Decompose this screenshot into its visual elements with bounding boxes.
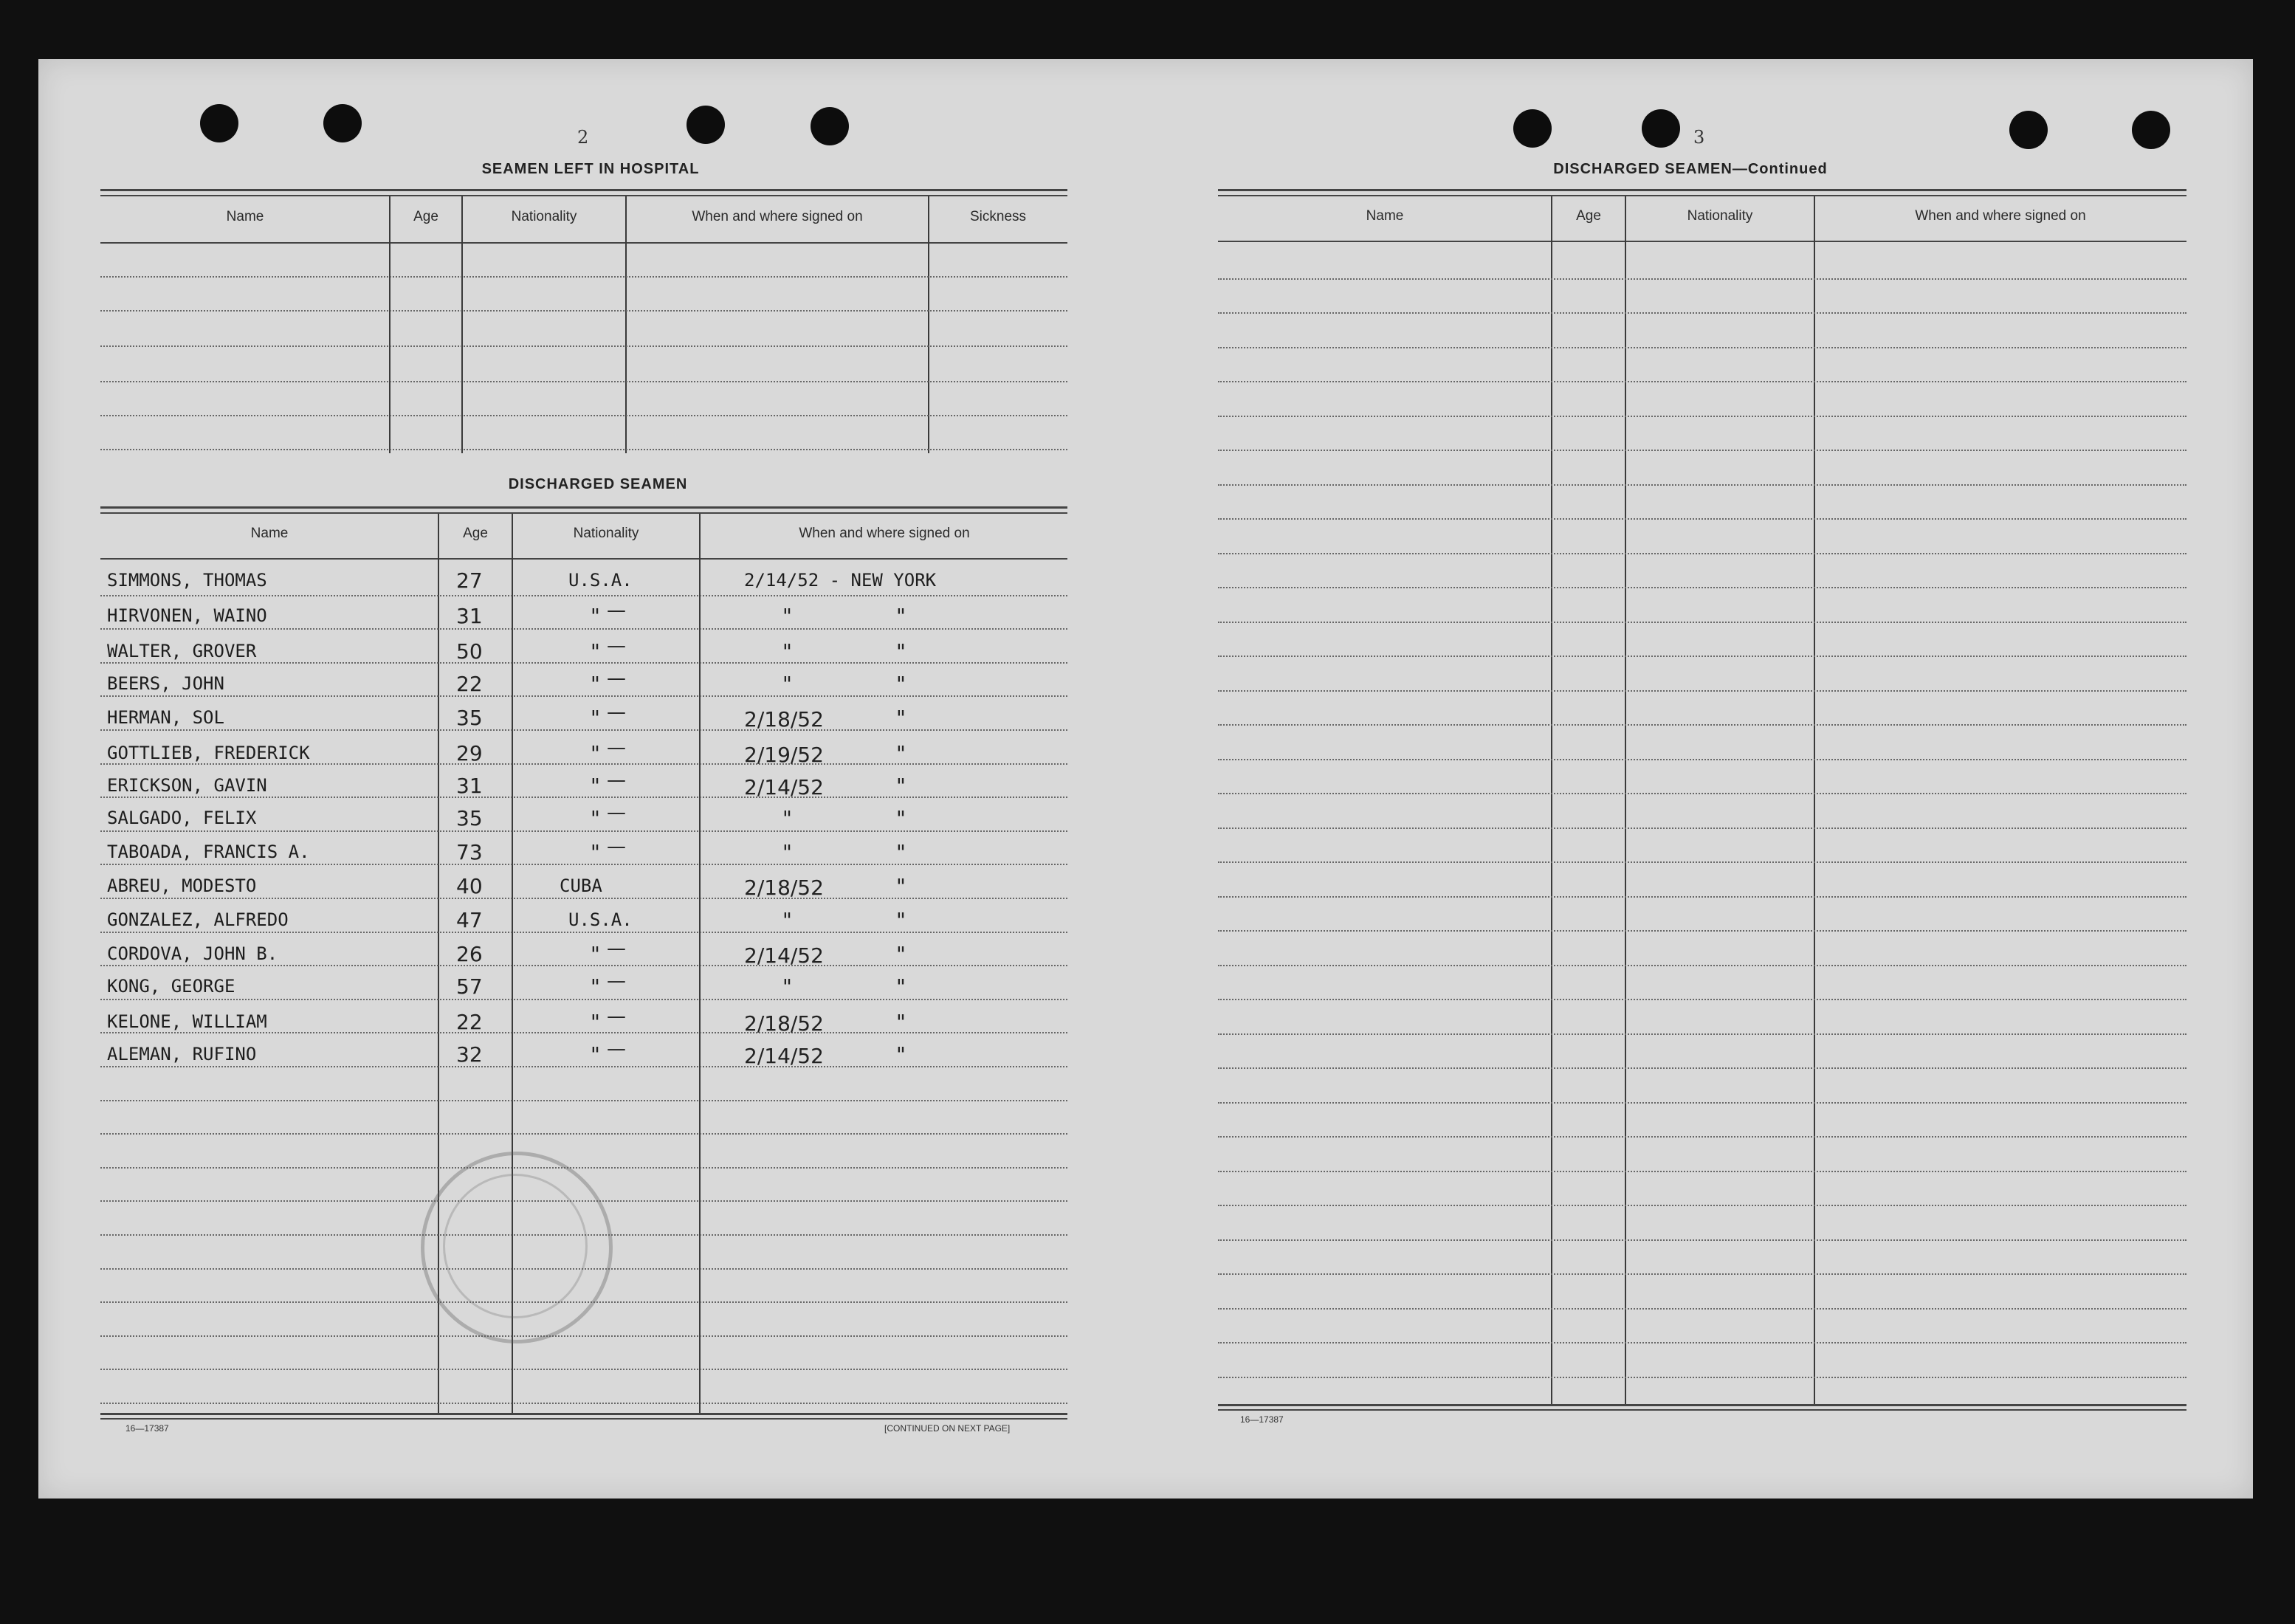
hospital-section-title: SEAMEN LEFT IN HOSPITAL	[481, 161, 700, 177]
right-table-bottom-rule	[1218, 1404, 2186, 1406]
signed-on-date: "	[782, 908, 792, 932]
signed-on-date: "	[782, 672, 792, 696]
right-row-line	[1218, 347, 2186, 348]
document-sheet	[38, 59, 2253, 1499]
signed-on-place: "	[896, 604, 906, 628]
seaman-nationality: "	[591, 1010, 600, 1034]
hospital-table-top-rule-2	[100, 195, 1067, 196]
seaman-nationality: "	[591, 806, 600, 830]
seaman-name: BEERS, JOHN	[107, 673, 224, 694]
signed-on-place: "	[896, 774, 906, 798]
discharged-row-line	[100, 1369, 1067, 1370]
right-table-top-rule	[1218, 189, 2186, 191]
form-number: 16—17387	[1240, 1414, 1284, 1425]
signed-on-place: "	[896, 840, 906, 864]
punch-hole	[811, 107, 849, 145]
right-header-signed-on: When and where signed on	[1915, 208, 2086, 224]
signed-on-place: "	[896, 672, 906, 696]
hospital-row-line	[100, 449, 1067, 450]
right-row-line	[1218, 312, 2186, 314]
seaman-name: HIRVONEN, WAINO	[107, 605, 267, 626]
ditto-dash: —	[607, 667, 626, 689]
page-number: 3	[1693, 127, 1705, 148]
punch-hole	[1642, 109, 1680, 148]
discharged-header-name: Name	[250, 526, 289, 541]
signed-on-date: "	[782, 604, 792, 628]
right-row-line	[1218, 1239, 2186, 1241]
right-row-line	[1218, 1273, 2186, 1275]
signed-on-place: "	[896, 741, 906, 765]
ditto-dash: —	[607, 701, 626, 723]
port-stamp-inner	[443, 1174, 588, 1318]
right-table-top-rule-2	[1218, 195, 2186, 196]
hospital-header-name: Name	[226, 209, 264, 224]
right-row-line	[1218, 724, 2186, 726]
signed-on-date: "	[782, 840, 792, 864]
seaman-age: 22	[456, 1010, 483, 1034]
right-col-divider	[1814, 196, 1815, 1405]
seaman-name: HERMAN, SOL	[107, 707, 224, 728]
seaman-nationality: "	[591, 774, 600, 798]
signed-on-place: "	[896, 942, 906, 966]
seaman-age: 47	[456, 908, 483, 932]
discharged-row-line	[100, 1167, 1067, 1169]
seaman-nationality: "	[591, 706, 600, 730]
signed-on-date: 2/18/52	[744, 1011, 824, 1036]
ditto-dash: —	[607, 802, 626, 824]
right-row-line	[1218, 930, 2186, 932]
ditto-dash: —	[607, 970, 626, 992]
discharged-row-line	[100, 932, 1067, 933]
seaman-nationality: "	[591, 672, 600, 696]
discharged-row-line	[100, 695, 1067, 697]
discharged-row-line	[100, 662, 1067, 664]
right-row-line	[1218, 1377, 2186, 1378]
right-row-line	[1218, 278, 2186, 280]
right-row-line	[1218, 587, 2186, 588]
signed-on-date: 2/14/52 - NEW YORK	[744, 570, 937, 591]
signed-on-date: 2/14/52	[744, 775, 824, 799]
right-header-name: Name	[1366, 208, 1404, 224]
right-row-line	[1218, 518, 2186, 520]
seaman-nationality: "	[591, 741, 600, 765]
signed-on-place: "	[896, 908, 906, 932]
right-row-line	[1218, 1308, 2186, 1310]
signed-on-place: "	[896, 806, 906, 830]
seaman-name: ALEMAN, RUFINO	[107, 1044, 257, 1064]
seaman-nationality: "	[591, 639, 600, 664]
hospital-header-nationality: Nationality	[511, 209, 577, 224]
punch-hole	[687, 106, 725, 144]
right-header-nationality: Nationality	[1687, 208, 1753, 224]
discharged-header-rule	[100, 558, 1067, 560]
form-number: 16—17387	[125, 1423, 169, 1434]
signed-on-date: "	[782, 639, 792, 664]
discharged-table-bottom-rule	[100, 1413, 1067, 1415]
discharged-row-line	[100, 1403, 1067, 1404]
seaman-name: TABOADA, FRANCIS A.	[107, 842, 310, 862]
right-row-line	[1218, 1171, 2186, 1172]
right-row-line	[1218, 999, 2186, 1000]
hospital-row-line	[100, 381, 1067, 382]
ditto-dash: —	[607, 737, 626, 759]
right-col-divider	[1625, 196, 1626, 1405]
hospital-table-top-rule	[100, 189, 1067, 191]
hospital-row-line	[100, 276, 1067, 278]
signed-on-place: "	[896, 706, 906, 730]
hospital-row-line	[100, 310, 1067, 312]
punch-hole	[200, 104, 238, 142]
punch-hole	[2009, 111, 2048, 149]
seaman-name: KELONE, WILLIAM	[107, 1011, 267, 1032]
page-number: 2	[577, 127, 589, 148]
right-row-line	[1218, 896, 2186, 898]
punch-hole	[2132, 111, 2170, 149]
seaman-name: ABREU, MODESTO	[107, 875, 257, 896]
signed-on-place: "	[896, 974, 906, 999]
signed-on-place: "	[896, 639, 906, 664]
right-header-rule	[1218, 241, 2186, 242]
hospital-header-rule	[100, 242, 1067, 244]
seaman-nationality: CUBA	[560, 875, 602, 896]
ditto-dash: —	[607, 769, 626, 791]
seaman-nationality: "	[591, 1042, 600, 1067]
right-row-line	[1218, 759, 2186, 760]
signed-on-date: 2/18/52	[744, 707, 824, 732]
seaman-name: GONZALEZ, ALFREDO	[107, 909, 289, 930]
seaman-age: 22	[456, 672, 483, 696]
seaman-nationality: "	[591, 974, 600, 999]
discharged-table-bottom-rule-2	[100, 1418, 1067, 1420]
discharged-row-line	[100, 595, 1067, 596]
seaman-name: ERICKSON, GAVIN	[107, 775, 267, 796]
discharged-row-line	[100, 898, 1067, 899]
discharged-header-nationality: Nationality	[573, 526, 639, 541]
right-row-line	[1218, 828, 2186, 829]
right-row-line	[1218, 1067, 2186, 1069]
seaman-age: 35	[456, 806, 483, 830]
signed-on-date: "	[782, 806, 792, 830]
signed-on-place: "	[896, 874, 906, 898]
seaman-age: 31	[456, 774, 483, 798]
discharged-row-line	[100, 1100, 1067, 1101]
hospital-header-signed-on: When and where signed on	[692, 209, 863, 224]
seaman-nationality: "	[591, 840, 600, 864]
discharged-row-line	[100, 1032, 1067, 1033]
discharged-row-line	[100, 763, 1067, 765]
seaman-age: 73	[456, 840, 483, 864]
seaman-nationality: U.S.A.	[568, 909, 633, 930]
seaman-age: 27	[456, 568, 483, 593]
right-row-line	[1218, 1136, 2186, 1138]
hospital-row-line	[100, 415, 1067, 416]
discharged-section-title: DISCHARGED SEAMEN	[508, 476, 688, 492]
seaman-name: CORDOVA, JOHN B.	[107, 943, 278, 964]
seaman-name: SIMMONS, THOMAS	[107, 570, 267, 591]
discharged-col-divider	[699, 514, 701, 1413]
right-row-line	[1218, 656, 2186, 657]
seaman-age: 32	[456, 1042, 483, 1067]
seaman-age: 26	[456, 942, 483, 966]
signed-on-place: "	[896, 1042, 906, 1067]
right-row-line	[1218, 1102, 2186, 1104]
punch-hole	[323, 104, 362, 142]
right-row-line	[1218, 553, 2186, 554]
right-row-line	[1218, 965, 2186, 966]
seaman-nationality: U.S.A.	[568, 570, 633, 591]
signed-on-date: 2/18/52	[744, 875, 824, 900]
seaman-age: 31	[456, 604, 483, 628]
seaman-name: SALGADO, FELIX	[107, 808, 257, 828]
signed-on-date: 2/19/52	[744, 743, 824, 767]
ditto-dash: —	[607, 937, 626, 960]
discharged-header-signed-on: When and where signed on	[799, 526, 970, 541]
right-col-divider	[1551, 196, 1552, 1405]
right-row-line	[1218, 622, 2186, 623]
ditto-dash: —	[607, 1038, 626, 1060]
seaman-name: KONG, GEORGE	[107, 976, 235, 997]
right-row-line	[1218, 861, 2186, 863]
seaman-age: 35	[456, 706, 483, 730]
right-row-line	[1218, 381, 2186, 382]
right-row-line	[1218, 450, 2186, 451]
seaman-age: 29	[456, 741, 483, 765]
right-header-age: Age	[1576, 208, 1601, 224]
ditto-dash: —	[607, 635, 626, 657]
discharged-row-line	[100, 1133, 1067, 1135]
seaman-age: 40	[456, 874, 483, 898]
discharged-table-top-rule-2	[100, 512, 1067, 514]
seaman-name: GOTTLIEB, FREDERICK	[107, 743, 310, 763]
seaman-nationality: "	[591, 604, 600, 628]
discharged-row-line	[100, 796, 1067, 798]
signed-on-date: "	[782, 974, 792, 999]
continued-note: [CONTINUED ON NEXT PAGE]	[884, 1423, 1011, 1434]
discharged-row-line	[100, 965, 1067, 966]
discharged-table-top-rule	[100, 506, 1067, 509]
discharged-row-line	[100, 628, 1067, 630]
hospital-row-line	[100, 345, 1067, 347]
ditto-dash: —	[607, 1005, 626, 1028]
discharged-row-line	[100, 864, 1067, 865]
seaman-age: 50	[456, 639, 483, 664]
discharged-row-line	[100, 830, 1067, 832]
right-row-line	[1218, 1342, 2186, 1343]
hospital-header-sickness: Sickness	[969, 209, 1027, 224]
signed-on-date: 2/14/52	[744, 943, 824, 968]
discharged-continued-title: DISCHARGED SEAMEN—Continued	[1553, 161, 1828, 177]
discharged-header-age: Age	[463, 526, 488, 541]
ditto-dash: —	[607, 599, 626, 622]
seaman-name: WALTER, GROVER	[107, 641, 257, 661]
right-row-line	[1218, 1033, 2186, 1035]
discharged-row-line	[100, 729, 1067, 731]
seaman-nationality: "	[591, 942, 600, 966]
punch-hole	[1513, 109, 1552, 148]
discharged-row-line	[100, 1066, 1067, 1067]
right-row-line	[1218, 484, 2186, 486]
discharged-row-line	[100, 999, 1067, 1000]
right-row-line	[1218, 690, 2186, 692]
seaman-age: 57	[456, 974, 483, 999]
discharged-row-line	[100, 1335, 1067, 1337]
right-row-line	[1218, 1205, 2186, 1206]
right-row-line	[1218, 416, 2186, 417]
hospital-header-age: Age	[413, 209, 438, 224]
signed-on-date: 2/14/52	[744, 1044, 824, 1068]
ditto-dash: —	[607, 836, 626, 858]
right-table-bottom-rule-2	[1218, 1409, 2186, 1411]
right-row-line	[1218, 793, 2186, 794]
signed-on-place: "	[896, 1010, 906, 1034]
